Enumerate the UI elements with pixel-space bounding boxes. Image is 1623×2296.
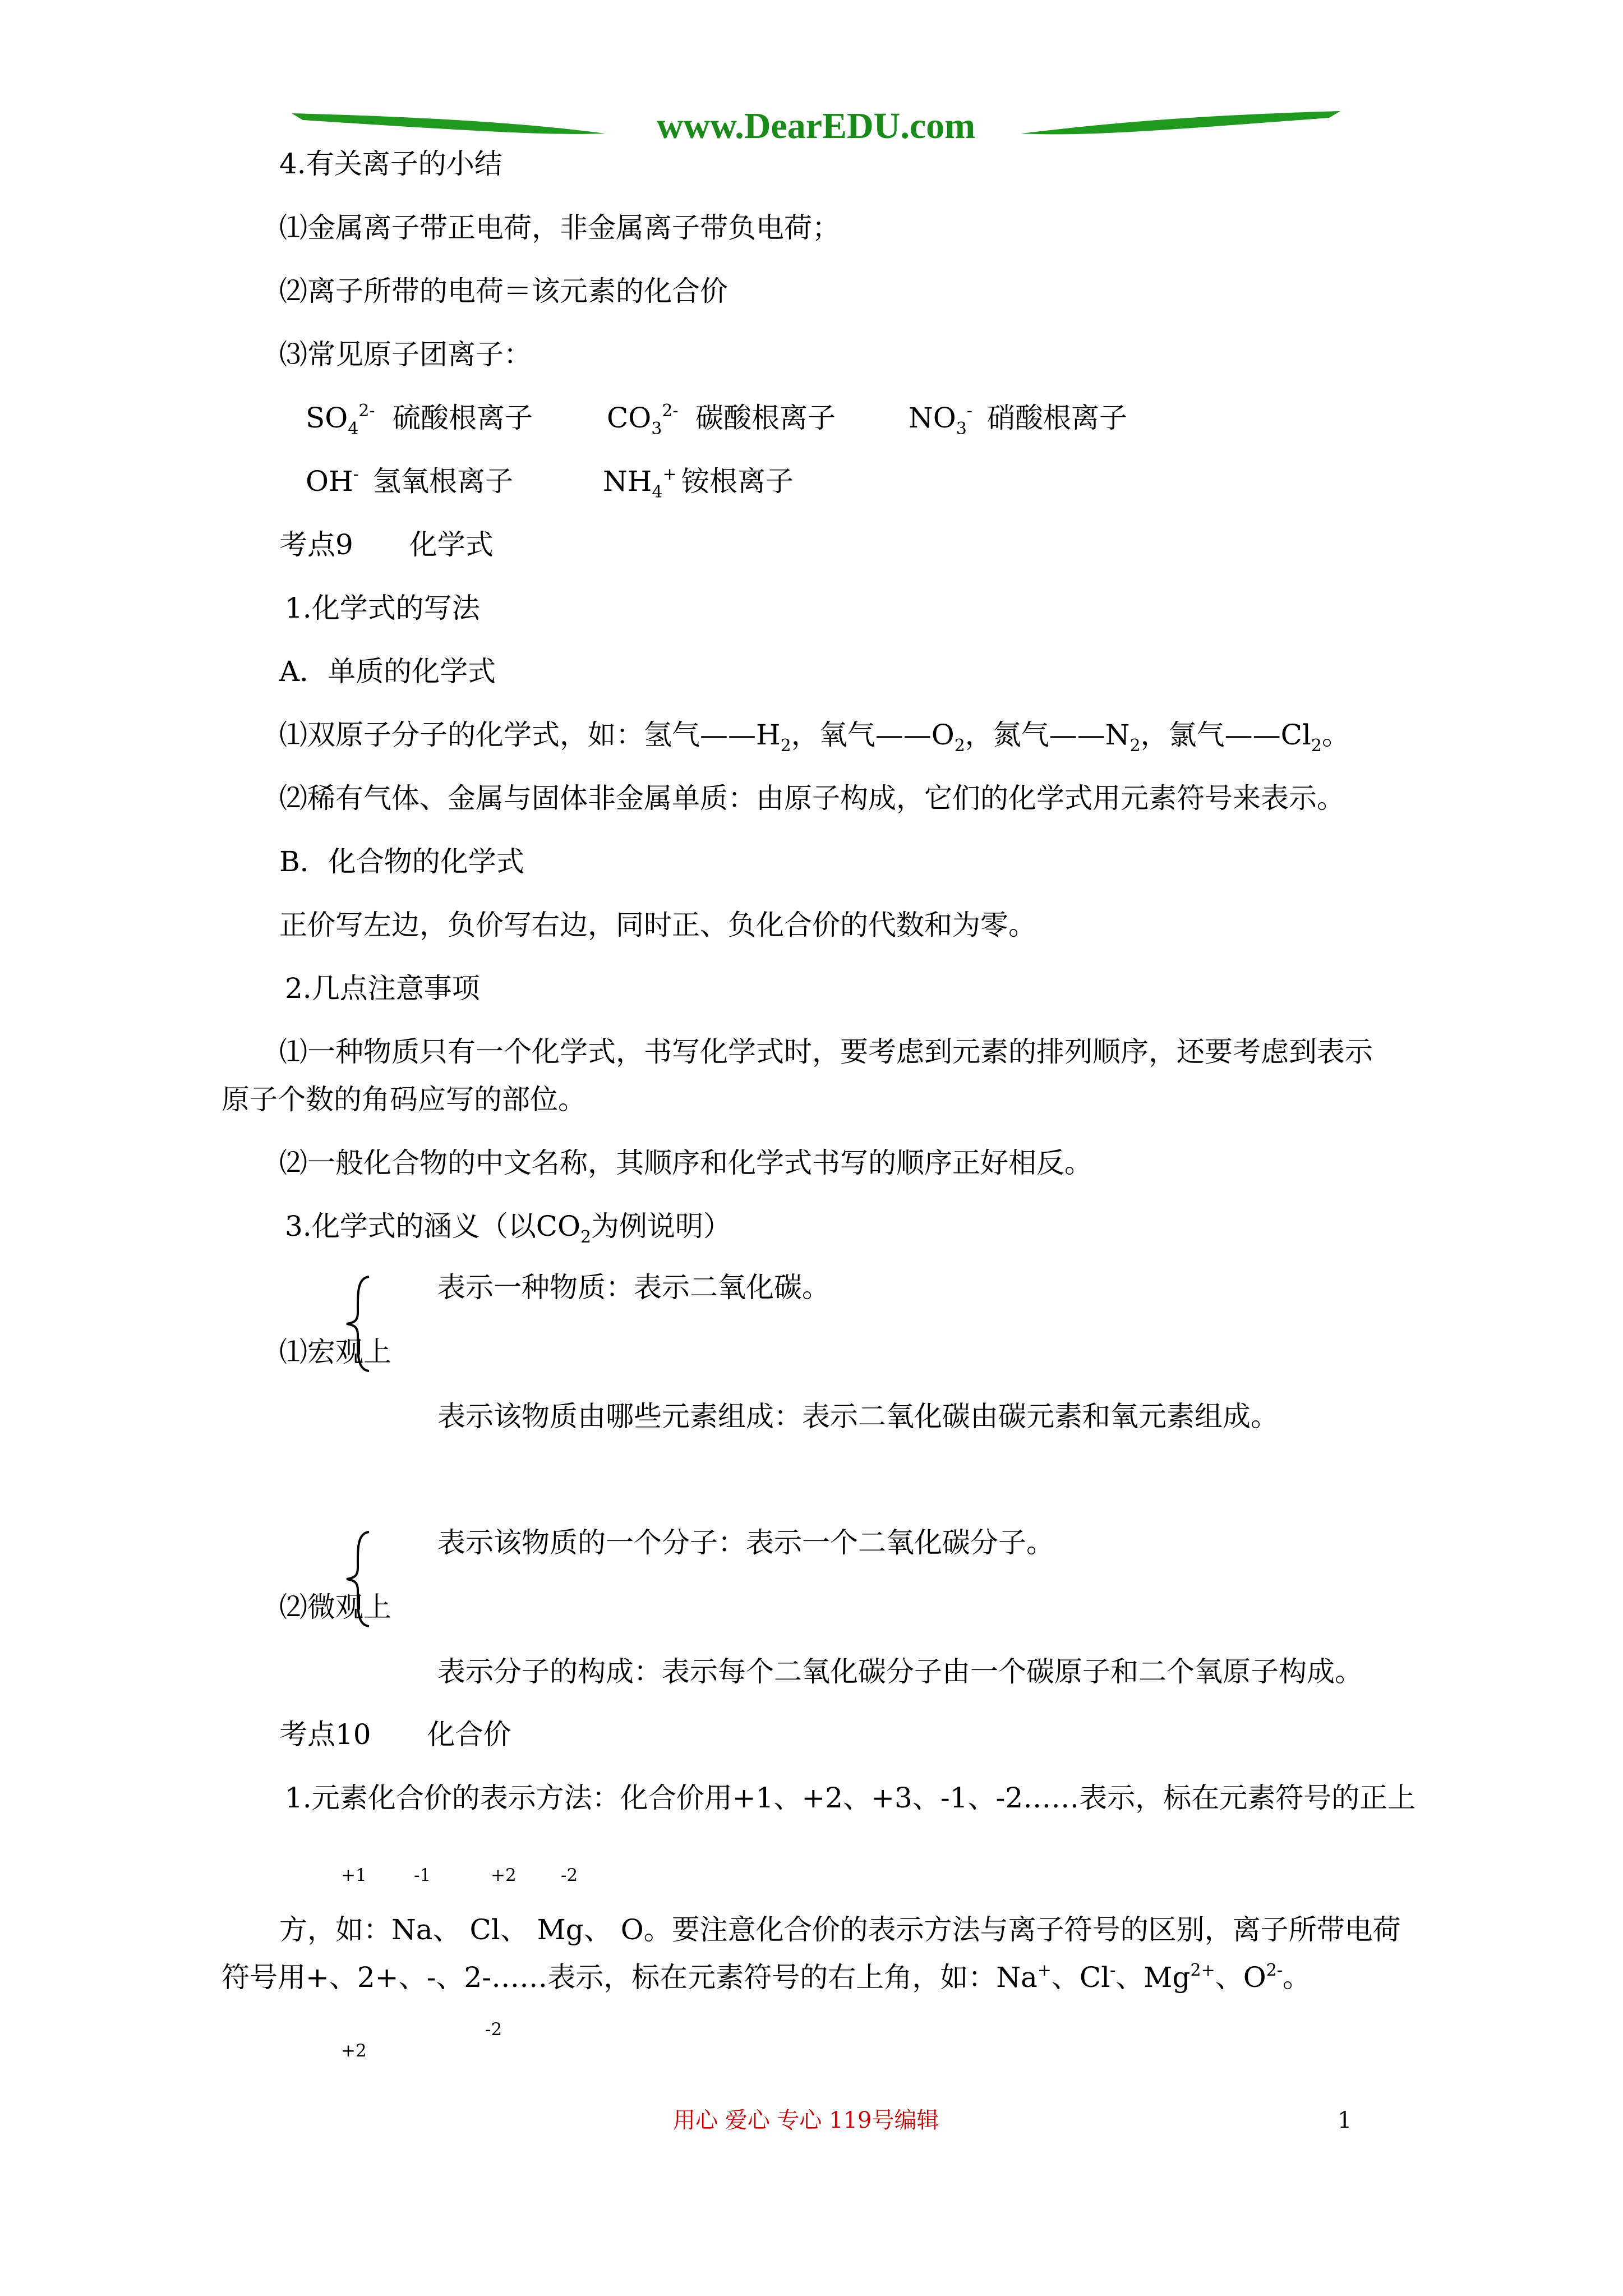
ion-no3: $NO_3^-$ (909, 401, 972, 439)
macro-meaning-1: 表示一种物质：表示二氧化碳。 (437, 1271, 830, 1304)
footer-text: 用心 爱心 专心 119号编辑 (673, 2108, 939, 2133)
page-number: 1 (1338, 2108, 1352, 2133)
header-logo (292, 101, 1340, 151)
ion-name: 硝酸根离子 (987, 402, 1127, 434)
valence-mark: -2 (485, 2019, 502, 2040)
paragraph: 方，如：Na、 Cl、 Mg、 O。要注意化合价的表示方法与离子符号的区别，离子所带电荷 (279, 1913, 1401, 1946)
macro-label: ⑴宏观上 (279, 1336, 391, 1368)
ion-name: 铵根离子 (681, 465, 794, 498)
subsection-title: 2.几点注意事项 (285, 972, 480, 1005)
paragraph: 原子个数的角码应写的部位。 (222, 1083, 586, 1116)
logo-text: www.DearEDU.com (656, 105, 976, 146)
subsection-title: 3.化学式的涵义（以$CO_2$为例说明） (285, 1210, 732, 1247)
valence-mark: +2 (341, 2041, 367, 2061)
ion-name: 碳酸根离子 (695, 402, 836, 434)
section-title: 4.有关离子的小结 (279, 148, 502, 180)
section-title: 考点9 化学式 (279, 528, 494, 561)
micro-meaning-2: 表示分子的构成：表示每个二氧化碳分子由一个碳原子和二个氧原子构成。 (437, 1655, 1363, 1688)
paragraph: 1.元素化合价的表示方法：化合价用+1、+2、+3、-1、-2……表示，标在元素符号的正上 (285, 1782, 1416, 1814)
paragraph: ⑵离子所带的电荷＝该元素的化合价 (279, 275, 728, 307)
paragraph: ⑵稀有气体、金属与固体非金属单质：由原子构成，它们的化学式用元素符号来表示。 (279, 782, 1345, 815)
valence-mark: -2 (561, 1865, 578, 1885)
ion-name: 硫酸根离子 (393, 402, 533, 434)
paragraph: 符号用+、2+、-、2-……表示，标在元素符号的右上角，如：Na+、Cl-、$Mg^{2+}$、$O^{2-}$。 (222, 1961, 1311, 1994)
paragraph: 正价写左边，负价写右边，同时正、负化合价的代数和为零。 (279, 909, 1036, 941)
valence-mark: -1 (414, 1865, 431, 1885)
paragraph: ⑴双原子分子的化学式，如：氢气$——H_2$，氧气$——O_2$，氮气$——N_2$，氯气$——Cl_2$。 (279, 719, 1350, 756)
paragraph: ⑵一般化合物的中文名称，其顺序和化学式书写的顺序正好相反。 (279, 1147, 1092, 1179)
paragraph: A．单质的化学式 (279, 655, 496, 688)
paragraph: ⑴一种物质只有一个化学式，书写化学式时，要考虑到元素的排列顺序，还要考虑到表示 (279, 1036, 1373, 1068)
paragraph: B．化合物的化学式 (279, 845, 524, 878)
micro-meaning-1: 表示该物质的一个分子：表示一个二氧化碳分子。 (437, 1526, 1054, 1559)
ion-co3: $CO_3^{2-}$ (607, 401, 679, 439)
ion-name: 氢氧根离子 (373, 465, 513, 498)
macro-meaning-2: 表示该物质由哪些元素组成：表示二氧化碳由碳元素和氧元素组成。 (437, 1400, 1279, 1433)
subsection-title: 1.化学式的写法 (285, 592, 480, 624)
paragraph: ⑴金属离子带正电荷，非金属离子带负电荷； (279, 211, 840, 244)
section-title: 考点10 化合价 (279, 1718, 511, 1751)
valence-mark: +2 (491, 1865, 517, 1885)
ion-nh4: $NH_4^+$ (603, 464, 677, 502)
valence-mark: +1 (341, 1865, 367, 1885)
paragraph: ⑶常见原子团离子： (279, 338, 532, 371)
micro-label: ⑵微观上 (279, 1591, 391, 1623)
ion-oh: OH- (306, 464, 359, 498)
ion-so4: $SO_4^{2-}$ (306, 401, 375, 439)
